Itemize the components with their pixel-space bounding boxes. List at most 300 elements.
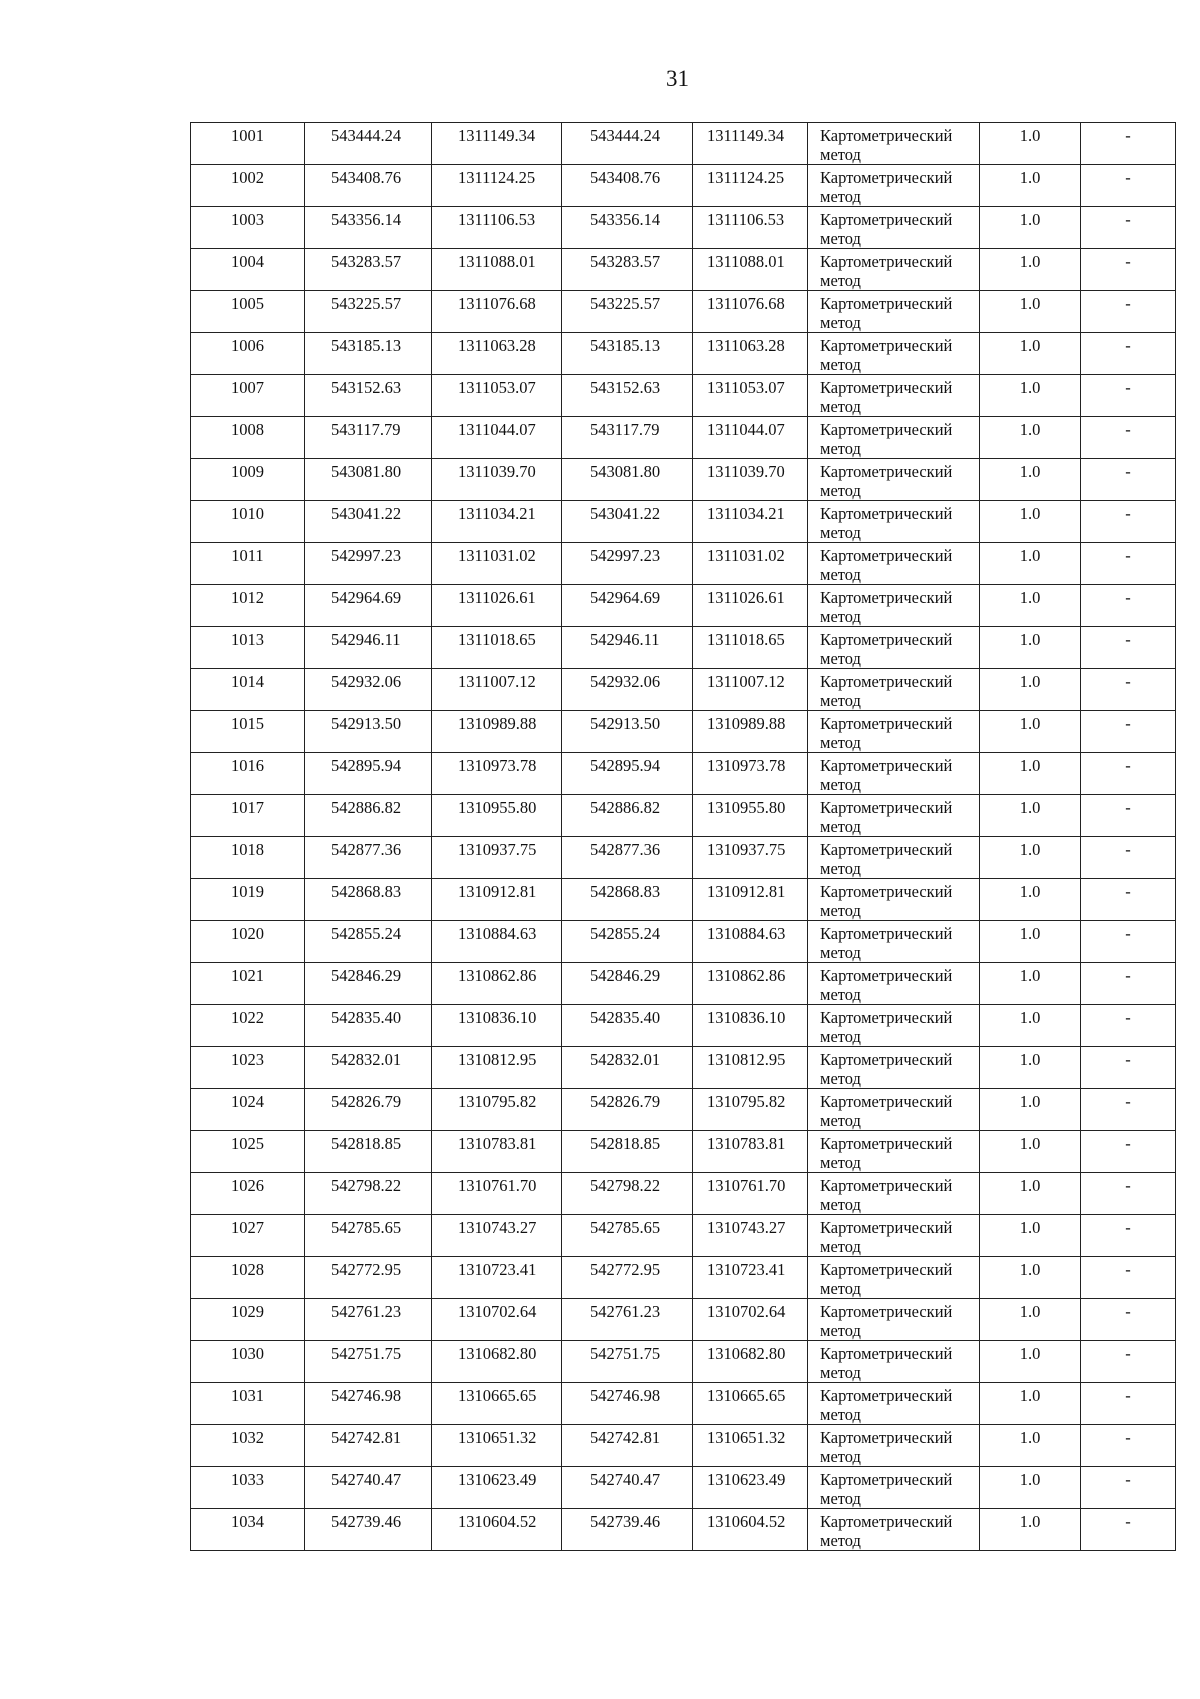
accuracy-cell xyxy=(980,1257,1081,1299)
note-cell-text: - xyxy=(1125,1092,1131,1111)
coordinates-table xyxy=(190,122,1176,1551)
x-coordinate-new-cell-text: 542997.23 xyxy=(590,546,661,565)
x-coordinate-cell-text: 542895.94 xyxy=(331,756,402,775)
y-coordinate-new-cell-text: 1310682.80 xyxy=(707,1344,786,1363)
table-row xyxy=(191,1047,1176,1089)
accuracy-cell xyxy=(980,1089,1081,1131)
y-coordinate-cell-text: 1311034.21 xyxy=(458,504,536,523)
note-cell-text: - xyxy=(1125,672,1131,691)
x-coordinate-new-cell-text: 542913.50 xyxy=(590,714,661,733)
note-cell-text: - xyxy=(1125,1428,1131,1447)
note-cell-text: - xyxy=(1125,1302,1131,1321)
x-coordinate-cell xyxy=(305,795,432,837)
note-cell xyxy=(1081,123,1176,165)
y-coordinate-cell-text: 1310862.86 xyxy=(458,966,537,985)
x-coordinate-new-cell-text: 542798.22 xyxy=(590,1176,661,1195)
y-coordinate-new-cell-text: 1310989.88 xyxy=(707,714,786,733)
point-number-cell-text: 1026 xyxy=(231,1176,264,1195)
point-number-cell xyxy=(191,1173,305,1215)
x-coordinate-cell xyxy=(305,1299,432,1341)
x-coordinate-new-cell xyxy=(562,753,693,795)
accuracy-cell xyxy=(980,543,1081,585)
point-number-cell xyxy=(191,249,305,291)
note-cell-text: - xyxy=(1125,630,1131,649)
y-coordinate-cell xyxy=(432,333,562,375)
y-coordinate-new-cell xyxy=(693,501,808,543)
accuracy-cell-text: 1.0 xyxy=(1019,1428,1041,1447)
x-coordinate-new-cell-text: 542740.47 xyxy=(590,1470,661,1489)
y-coordinate-new-cell xyxy=(693,543,808,585)
y-coordinate-cell xyxy=(432,585,562,627)
accuracy-cell-text: 1.0 xyxy=(1019,168,1041,187)
point-number-cell xyxy=(191,585,305,627)
table-row xyxy=(191,123,1176,165)
x-coordinate-new-cell-text: 542761.23 xyxy=(590,1302,661,1321)
y-coordinate-new-cell-text: 1310862.86 xyxy=(707,966,786,985)
method-cell-text: Картометрический метод xyxy=(820,798,953,836)
y-coordinate-cell xyxy=(432,291,562,333)
x-coordinate-cell xyxy=(305,627,432,669)
method-cell-text: Картометрический метод xyxy=(820,1302,953,1340)
x-coordinate-new-cell xyxy=(562,1257,693,1299)
y-coordinate-cell-text: 1310812.95 xyxy=(458,1050,537,1069)
y-coordinate-new-cell xyxy=(693,249,808,291)
y-coordinate-new-cell-text: 1310812.95 xyxy=(707,1050,786,1069)
accuracy-cell xyxy=(980,165,1081,207)
method-cell-text: Картометрический метод xyxy=(820,1218,953,1256)
x-coordinate-new-cell xyxy=(562,1047,693,1089)
y-coordinate-new-cell-text: 1310884.63 xyxy=(707,924,786,943)
accuracy-cell-text: 1.0 xyxy=(1019,420,1041,439)
x-coordinate-cell-text: 543185.13 xyxy=(331,336,402,355)
table-row xyxy=(191,963,1176,1005)
table-row xyxy=(191,1005,1176,1047)
point-number-cell-text: 1020 xyxy=(231,924,264,943)
x-coordinate-cell-text: 542826.79 xyxy=(331,1092,402,1111)
y-coordinate-cell-text: 1311106.53 xyxy=(458,210,536,229)
y-coordinate-new-cell-text: 1311039.70 xyxy=(707,462,785,481)
x-coordinate-new-cell-text: 543117.79 xyxy=(590,420,660,439)
x-coordinate-cell xyxy=(305,1089,432,1131)
x-coordinate-cell xyxy=(305,963,432,1005)
method-cell xyxy=(808,753,980,795)
accuracy-cell xyxy=(980,375,1081,417)
accuracy-cell xyxy=(980,1173,1081,1215)
x-coordinate-cell xyxy=(305,1173,432,1215)
accuracy-cell-text: 1.0 xyxy=(1019,756,1041,775)
x-coordinate-cell-text: 543283.57 xyxy=(331,252,402,271)
point-number-cell-text: 1002 xyxy=(231,168,264,187)
note-cell xyxy=(1081,1509,1176,1551)
y-coordinate-new-cell xyxy=(693,1005,808,1047)
note-cell-text: - xyxy=(1125,1218,1131,1237)
x-coordinate-cell-text: 542886.82 xyxy=(331,798,402,817)
method-cell xyxy=(808,1341,980,1383)
accuracy-cell-text: 1.0 xyxy=(1019,966,1041,985)
y-coordinate-cell-text: 1310783.81 xyxy=(458,1134,537,1153)
x-coordinate-new-cell xyxy=(562,1005,693,1047)
x-coordinate-cell-text: 543408.76 xyxy=(331,168,402,187)
point-number-cell-text: 1018 xyxy=(231,840,264,859)
y-coordinate-cell xyxy=(432,711,562,753)
table-row xyxy=(191,333,1176,375)
y-coordinate-new-cell-text: 1310973.78 xyxy=(707,756,786,775)
point-number-cell xyxy=(191,1383,305,1425)
note-cell xyxy=(1081,543,1176,585)
y-coordinate-new-cell-text: 1310761.70 xyxy=(707,1176,786,1195)
x-coordinate-new-cell-text: 542846.29 xyxy=(590,966,661,985)
accuracy-cell-text: 1.0 xyxy=(1019,1092,1041,1111)
x-coordinate-cell xyxy=(305,1383,432,1425)
y-coordinate-new-cell xyxy=(693,1215,808,1257)
y-coordinate-cell xyxy=(432,795,562,837)
x-coordinate-new-cell-text: 543225.57 xyxy=(590,294,661,313)
y-coordinate-cell-text: 1311044.07 xyxy=(458,420,536,439)
point-number-cell xyxy=(191,375,305,417)
y-coordinate-cell xyxy=(432,669,562,711)
y-coordinate-new-cell xyxy=(693,921,808,963)
point-number-cell xyxy=(191,543,305,585)
x-coordinate-new-cell xyxy=(562,291,693,333)
method-cell xyxy=(808,1425,980,1467)
point-number-cell xyxy=(191,1215,305,1257)
method-cell-text: Картометрический метод xyxy=(820,840,953,878)
point-number-cell-text: 1006 xyxy=(231,336,264,355)
y-coordinate-new-cell xyxy=(693,1257,808,1299)
y-coordinate-cell-text: 1311063.28 xyxy=(458,336,536,355)
x-coordinate-cell xyxy=(305,585,432,627)
x-coordinate-new-cell xyxy=(562,627,693,669)
table-row xyxy=(191,1131,1176,1173)
table-row xyxy=(191,795,1176,837)
accuracy-cell xyxy=(980,417,1081,459)
accuracy-cell-text: 1.0 xyxy=(1019,462,1041,481)
table-row xyxy=(191,1341,1176,1383)
y-coordinate-cell-text: 1311026.61 xyxy=(458,588,536,607)
x-coordinate-new-cell xyxy=(562,1383,693,1425)
note-cell-text: - xyxy=(1125,546,1131,565)
note-cell xyxy=(1081,1383,1176,1425)
y-coordinate-cell-text: 1310723.41 xyxy=(458,1260,537,1279)
point-number-cell-text: 1010 xyxy=(231,504,264,523)
point-number-cell xyxy=(191,879,305,921)
x-coordinate-new-cell xyxy=(562,879,693,921)
point-number-cell xyxy=(191,333,305,375)
method-cell xyxy=(808,795,980,837)
y-coordinate-cell xyxy=(432,1089,562,1131)
note-cell-text: - xyxy=(1125,1008,1131,1027)
note-cell xyxy=(1081,1425,1176,1467)
x-coordinate-new-cell-text: 542835.40 xyxy=(590,1008,661,1027)
y-coordinate-new-cell xyxy=(693,669,808,711)
method-cell xyxy=(808,501,980,543)
note-cell xyxy=(1081,795,1176,837)
y-coordinate-cell-text: 1311088.01 xyxy=(458,252,536,271)
y-coordinate-new-cell xyxy=(693,795,808,837)
method-cell-text: Картометрический метод xyxy=(820,1050,953,1088)
y-coordinate-cell-text: 1311076.68 xyxy=(458,294,536,313)
table-row xyxy=(191,165,1176,207)
x-coordinate-cell-text: 542785.65 xyxy=(331,1218,402,1237)
x-coordinate-cell xyxy=(305,249,432,291)
point-number-cell-text: 1012 xyxy=(231,588,264,607)
y-coordinate-cell xyxy=(432,1299,562,1341)
x-coordinate-new-cell-text: 543444.24 xyxy=(590,126,661,145)
y-coordinate-new-cell-text: 1310743.27 xyxy=(707,1218,786,1237)
table-row xyxy=(191,1467,1176,1509)
y-coordinate-cell-text: 1311124.25 xyxy=(458,168,536,187)
method-cell xyxy=(808,417,980,459)
x-coordinate-cell-text: 542997.23 xyxy=(331,546,402,565)
note-cell xyxy=(1081,1089,1176,1131)
method-cell xyxy=(808,1047,980,1089)
y-coordinate-cell-text: 1310623.49 xyxy=(458,1470,537,1489)
accuracy-cell xyxy=(980,123,1081,165)
accuracy-cell-text: 1.0 xyxy=(1019,924,1041,943)
point-number-cell xyxy=(191,1467,305,1509)
x-coordinate-new-cell-text: 542832.01 xyxy=(590,1050,661,1069)
x-coordinate-new-cell xyxy=(562,207,693,249)
table-row xyxy=(191,1089,1176,1131)
accuracy-cell-text: 1.0 xyxy=(1019,126,1041,145)
point-number-cell-text: 1032 xyxy=(231,1428,264,1447)
accuracy-cell xyxy=(980,207,1081,249)
y-coordinate-cell-text: 1311031.02 xyxy=(458,546,536,565)
accuracy-cell-text: 1.0 xyxy=(1019,1260,1041,1279)
method-cell xyxy=(808,669,980,711)
point-number-cell xyxy=(191,1131,305,1173)
note-cell-text: - xyxy=(1125,378,1131,397)
point-number-cell xyxy=(191,123,305,165)
accuracy-cell-text: 1.0 xyxy=(1019,630,1041,649)
table-row xyxy=(191,207,1176,249)
point-number-cell-text: 1001 xyxy=(231,126,264,145)
y-coordinate-cell-text: 1310795.82 xyxy=(458,1092,537,1111)
table-row xyxy=(191,1299,1176,1341)
y-coordinate-new-cell xyxy=(693,711,808,753)
method-cell xyxy=(808,1215,980,1257)
note-cell xyxy=(1081,1467,1176,1509)
y-coordinate-cell-text: 1311018.65 xyxy=(458,630,536,649)
x-coordinate-cell-text: 542868.83 xyxy=(331,882,402,901)
point-number-cell xyxy=(191,1509,305,1551)
x-coordinate-cell-text: 542913.50 xyxy=(331,714,402,733)
x-coordinate-new-cell xyxy=(562,459,693,501)
accuracy-cell-text: 1.0 xyxy=(1019,1008,1041,1027)
y-coordinate-new-cell-text: 1311031.02 xyxy=(707,546,785,565)
y-coordinate-cell-text: 1310884.63 xyxy=(458,924,537,943)
point-number-cell xyxy=(191,753,305,795)
x-coordinate-cell xyxy=(305,1215,432,1257)
x-coordinate-new-cell-text: 543408.76 xyxy=(590,168,661,187)
x-coordinate-cell xyxy=(305,207,432,249)
x-coordinate-cell-text: 542835.40 xyxy=(331,1008,402,1027)
x-coordinate-new-cell-text: 542826.79 xyxy=(590,1092,661,1111)
x-coordinate-cell xyxy=(305,501,432,543)
note-cell-text: - xyxy=(1125,714,1131,733)
x-coordinate-new-cell xyxy=(562,1173,693,1215)
x-coordinate-new-cell xyxy=(562,501,693,543)
note-cell xyxy=(1081,207,1176,249)
method-cell xyxy=(808,1131,980,1173)
y-coordinate-cell-text: 1310651.32 xyxy=(458,1428,537,1447)
y-coordinate-new-cell xyxy=(693,459,808,501)
y-coordinate-cell xyxy=(432,627,562,669)
y-coordinate-new-cell-text: 1310912.81 xyxy=(707,882,786,901)
y-coordinate-cell-text: 1310702.64 xyxy=(458,1302,537,1321)
y-coordinate-cell xyxy=(432,123,562,165)
y-coordinate-new-cell xyxy=(693,1425,808,1467)
x-coordinate-cell-text: 543041.22 xyxy=(331,504,402,523)
x-coordinate-cell xyxy=(305,1509,432,1551)
y-coordinate-new-cell-text: 1310795.82 xyxy=(707,1092,786,1111)
x-coordinate-new-cell-text: 542772.95 xyxy=(590,1260,661,1279)
y-coordinate-new-cell-text: 1310604.52 xyxy=(707,1512,786,1531)
method-cell xyxy=(808,963,980,1005)
x-coordinate-new-cell-text: 542746.98 xyxy=(590,1386,661,1405)
x-coordinate-new-cell xyxy=(562,123,693,165)
note-cell-text: - xyxy=(1125,756,1131,775)
accuracy-cell xyxy=(980,879,1081,921)
note-cell xyxy=(1081,1299,1176,1341)
y-coordinate-cell xyxy=(432,1215,562,1257)
note-cell-text: - xyxy=(1125,966,1131,985)
x-coordinate-cell xyxy=(305,1425,432,1467)
method-cell xyxy=(808,123,980,165)
x-coordinate-cell-text: 542739.46 xyxy=(331,1512,402,1531)
y-coordinate-new-cell-text: 1311018.65 xyxy=(707,630,785,649)
x-coordinate-new-cell xyxy=(562,375,693,417)
point-number-cell-text: 1013 xyxy=(231,630,264,649)
method-cell-text: Картометрический метод xyxy=(820,966,953,1004)
x-coordinate-cell xyxy=(305,375,432,417)
x-coordinate-cell xyxy=(305,1257,432,1299)
method-cell-text: Картометрический метод xyxy=(820,252,953,290)
accuracy-cell xyxy=(980,333,1081,375)
y-coordinate-cell-text: 1310761.70 xyxy=(458,1176,537,1195)
x-coordinate-cell-text: 542855.24 xyxy=(331,924,402,943)
x-coordinate-cell-text: 542877.36 xyxy=(331,840,402,859)
point-number-cell xyxy=(191,1257,305,1299)
method-cell xyxy=(808,879,980,921)
x-coordinate-cell xyxy=(305,333,432,375)
accuracy-cell-text: 1.0 xyxy=(1019,714,1041,733)
x-coordinate-new-cell xyxy=(562,1131,693,1173)
note-cell-text: - xyxy=(1125,210,1131,229)
y-coordinate-cell xyxy=(432,543,562,585)
x-coordinate-new-cell-text: 542742.81 xyxy=(590,1428,661,1447)
x-coordinate-new-cell xyxy=(562,585,693,627)
point-number-cell xyxy=(191,207,305,249)
table-row xyxy=(191,1425,1176,1467)
x-coordinate-new-cell xyxy=(562,1089,693,1131)
method-cell-text: Картометрический метод xyxy=(820,1260,953,1298)
y-coordinate-new-cell xyxy=(693,375,808,417)
accuracy-cell-text: 1.0 xyxy=(1019,672,1041,691)
y-coordinate-cell-text: 1311039.70 xyxy=(458,462,536,481)
note-cell xyxy=(1081,837,1176,879)
y-coordinate-new-cell xyxy=(693,963,808,1005)
y-coordinate-cell xyxy=(432,963,562,1005)
table-row xyxy=(191,627,1176,669)
y-coordinate-new-cell-text: 1311149.34 xyxy=(707,126,785,145)
accuracy-cell-text: 1.0 xyxy=(1019,1176,1041,1195)
method-cell-text: Картометрический метод xyxy=(820,1386,953,1424)
accuracy-cell xyxy=(980,627,1081,669)
table-row xyxy=(191,879,1176,921)
x-coordinate-cell xyxy=(305,879,432,921)
note-cell-text: - xyxy=(1125,336,1131,355)
point-number-cell-text: 1023 xyxy=(231,1050,264,1069)
table-row xyxy=(191,459,1176,501)
note-cell xyxy=(1081,375,1176,417)
accuracy-cell xyxy=(980,1383,1081,1425)
note-cell xyxy=(1081,669,1176,711)
y-coordinate-cell xyxy=(432,375,562,417)
x-coordinate-cell xyxy=(305,1341,432,1383)
x-coordinate-cell xyxy=(305,921,432,963)
note-cell xyxy=(1081,249,1176,291)
note-cell-text: - xyxy=(1125,252,1131,271)
y-coordinate-cell xyxy=(432,1341,562,1383)
accuracy-cell-text: 1.0 xyxy=(1019,798,1041,817)
y-coordinate-cell xyxy=(432,1467,562,1509)
method-cell-text: Картометрический метод xyxy=(820,1344,953,1382)
y-coordinate-new-cell xyxy=(693,1173,808,1215)
x-coordinate-new-cell xyxy=(562,1215,693,1257)
accuracy-cell-text: 1.0 xyxy=(1019,252,1041,271)
y-coordinate-new-cell-text: 1310836.10 xyxy=(707,1008,786,1027)
x-coordinate-new-cell-text: 542932.06 xyxy=(590,672,661,691)
method-cell-text: Картометрический метод xyxy=(820,1092,953,1130)
table-row xyxy=(191,753,1176,795)
point-number-cell xyxy=(191,669,305,711)
x-coordinate-cell-text: 542746.98 xyxy=(331,1386,402,1405)
accuracy-cell xyxy=(980,459,1081,501)
note-cell-text: - xyxy=(1125,882,1131,901)
y-coordinate-cell xyxy=(432,501,562,543)
x-coordinate-cell xyxy=(305,165,432,207)
y-coordinate-cell xyxy=(432,1131,562,1173)
y-coordinate-cell xyxy=(432,417,562,459)
table-row xyxy=(191,1215,1176,1257)
accuracy-cell-text: 1.0 xyxy=(1019,1050,1041,1069)
x-coordinate-cell-text: 543117.79 xyxy=(331,420,401,439)
point-number-cell-text: 1003 xyxy=(231,210,264,229)
y-coordinate-new-cell-text: 1310651.32 xyxy=(707,1428,786,1447)
y-coordinate-cell-text: 1310682.80 xyxy=(458,1344,537,1363)
note-cell-text: - xyxy=(1125,1134,1131,1153)
accuracy-cell xyxy=(980,1467,1081,1509)
accuracy-cell-text: 1.0 xyxy=(1019,1134,1041,1153)
method-cell xyxy=(808,543,980,585)
x-coordinate-new-cell-text: 542751.75 xyxy=(590,1344,661,1363)
note-cell-text: - xyxy=(1125,1260,1131,1279)
y-coordinate-cell-text: 1311149.34 xyxy=(458,126,536,145)
point-number-cell-text: 1021 xyxy=(231,966,264,985)
point-number-cell xyxy=(191,837,305,879)
x-coordinate-cell-text: 543081.80 xyxy=(331,462,402,481)
method-cell xyxy=(808,1383,980,1425)
accuracy-cell-text: 1.0 xyxy=(1019,1344,1041,1363)
table-row xyxy=(191,291,1176,333)
y-coordinate-new-cell-text: 1311026.61 xyxy=(707,588,785,607)
table-row xyxy=(191,837,1176,879)
point-number-cell xyxy=(191,963,305,1005)
note-cell xyxy=(1081,879,1176,921)
y-coordinate-new-cell-text: 1311106.53 xyxy=(707,210,785,229)
note-cell xyxy=(1081,1257,1176,1299)
